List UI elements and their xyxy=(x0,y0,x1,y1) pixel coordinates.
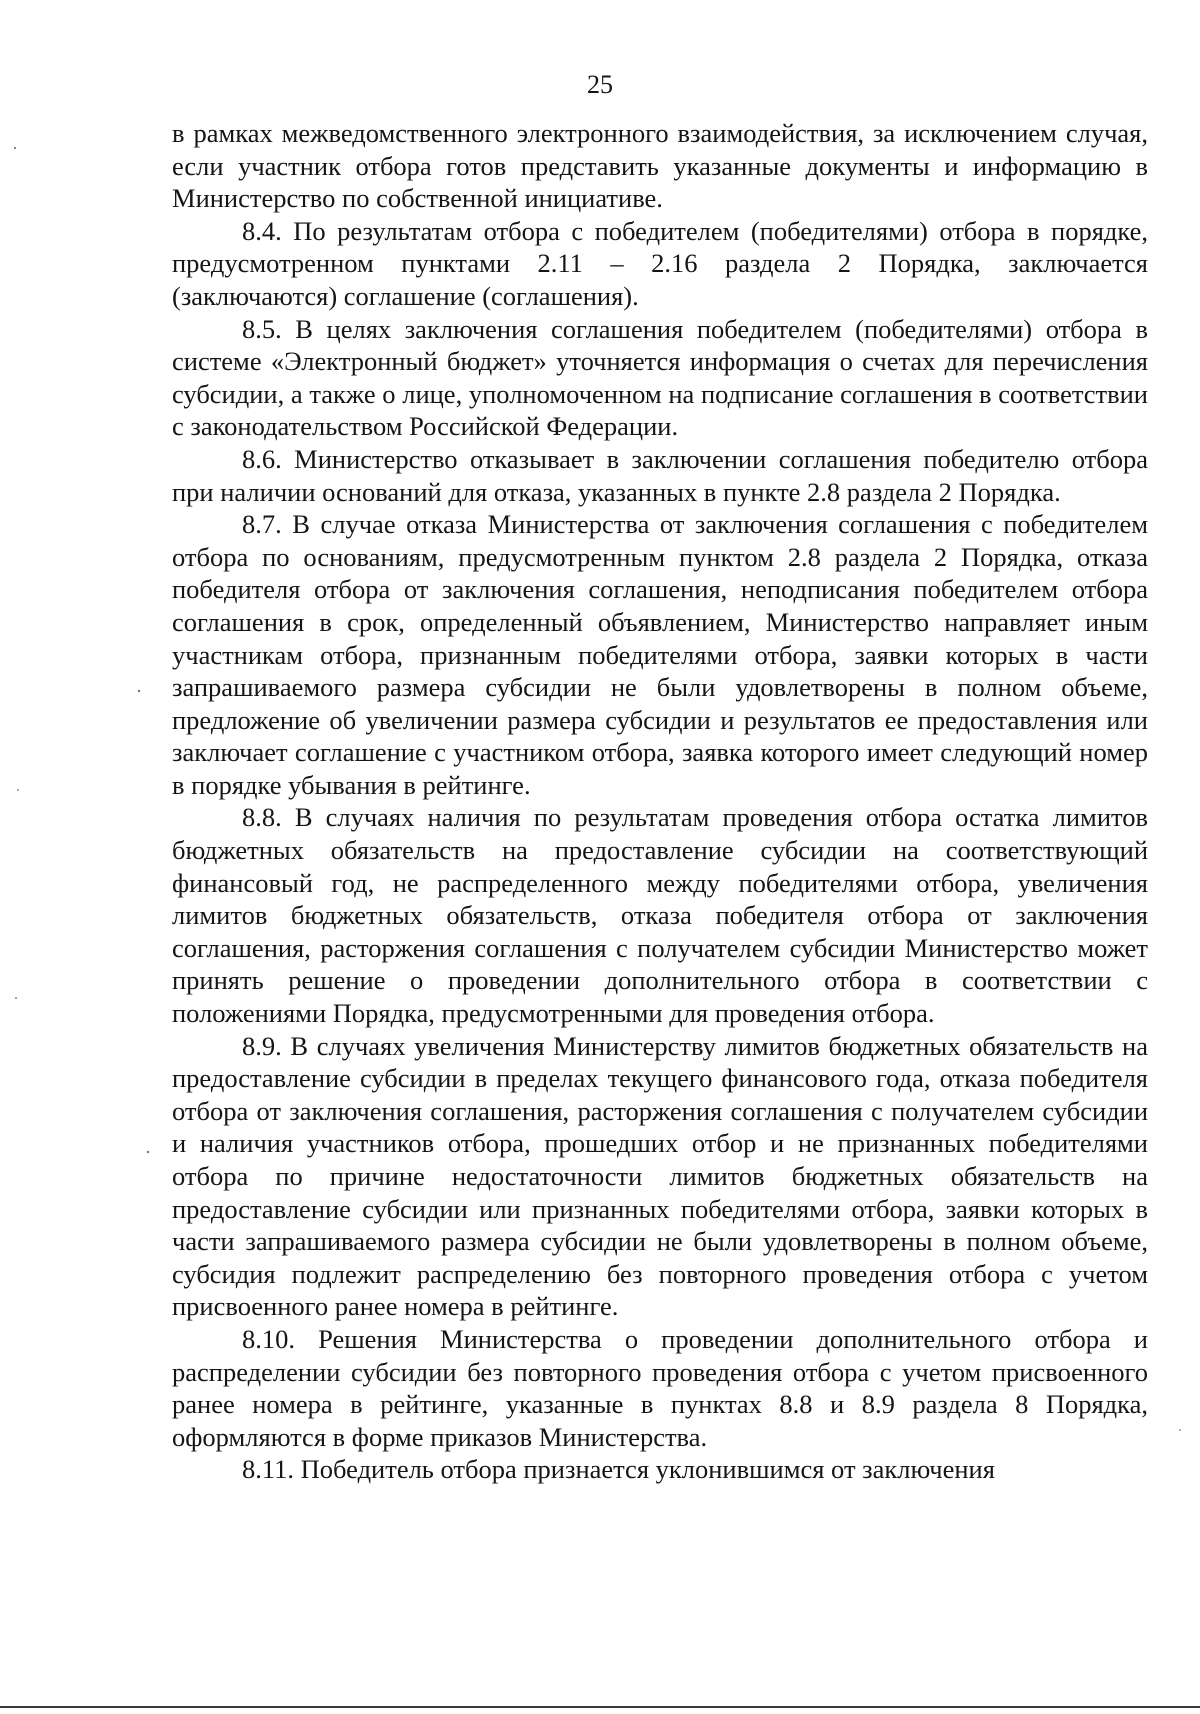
paragraph-8-6: 8.6. Министерство отказывает в заключении соглашения победителю отбора при наличии оснований для отказа, указанных в пункте 2.8 раздела 2 Порядка. xyxy=(172,443,1148,507)
paragraph-8-5: 8.5. В целях заключения соглашения победителем (победителями) отбора в системе «Электронный бюджет» уточняется информация о счетах для перечисления субсидии, а также о лице, уполномоченном на подписание соглашения в соответствии с законодательством Российской Федерации. xyxy=(172,313,1148,442)
paragraph-8-4: 8.4. По результатам отбора с победителем (победителями) отбора в порядке, предусмотренном пунктами 2.11 – 2.16 раздела 2 Порядка, заключается (заключаются) соглашение (соглашения). xyxy=(172,215,1148,311)
paragraph-8-7: 8.7. В случае отказа Министерства от заключения соглашения с победителем отбора по основаниям, предусмотренным пунктом 2.8 раздела 2 Порядка, отказа победителя отбора от заключения соглашения, неподписания победителем отбора соглашения в срок, определенный объявлением, Министерство направляет иным участникам отбора, признанным победителями отбора, заявки которых в части запрашиваемого размера субсидии не были удовлетворены в полном объеме, предложение об увеличении размера субсидии и результатов ее предоставления или заключает соглашение с участником отбора, заявка которого имеет следующий номер в порядке убывания в рейтинге. xyxy=(172,509,1148,800)
paragraph-8-11: 8.11. Победитель отбора признается уклонившимся от заключения xyxy=(242,1454,995,1485)
paragraph-8-10: 8.10. Решения Министерства о проведении дополнительного отбора и распределении субсидии без повторного проведения отбора с учетом присвоенного ранее номера в рейтинге, указанные в пунктах 8.8 и 8.9 раздела 8 Порядка, оформляются в форме приказов Министерства. xyxy=(172,1323,1148,1452)
body-text xyxy=(172,117,1148,1486)
scan-speck xyxy=(15,997,17,999)
scan-bottom-edge xyxy=(0,1706,1200,1708)
scan-speck xyxy=(14,147,16,149)
scan-speck xyxy=(1179,1429,1181,1431)
page-number: 25 xyxy=(587,70,613,99)
scan-speck xyxy=(147,1151,149,1153)
paragraph-8-9: 8.9. В случаях увеличения Министерству лимитов бюджетных обязательств на предоставление субсидии в пределах текущего финансового года, отказа победителя отбора от заключения соглашения, расторжения соглашения с получателем субсидии и наличия участников отбора, прошедших отбор и не признанных победителями отбора по причине недостаточности лимитов бюджетных обязательств на предоставление субсидии или признанных победителями отбора, заявки которых в части запрашиваемого размера субсидии не были удовлетворены в полном объеме, субсидия подлежит распределению без повторного проведения отбора с учетом присвоенного ранее номера в рейтинге. xyxy=(172,1030,1148,1322)
paragraph-continuation: в рамках межведомственного электронного взаимодействия, за исключением случая, если участник отбора готов представить указанные документы и информацию в Министерство по собственной инициативе. xyxy=(172,118,1148,214)
scan-speck xyxy=(17,789,19,791)
paragraph-8-8: 8.8. В случаях наличия по результатам проведения отбора остатка лимитов бюджетных обязательств на предоставление субсидии на соответствующий финансовый год, не распределенного между победителями отбора, увеличения лимитов бюджетных обязательств, отказа победителя отбора от заключения соглашения, расторжения соглашения с получателем субсидии Министерство может принять решение о проведении дополнительного отбора в соответствии с положениями Порядка, предусмотренными для проведения отбора. xyxy=(172,802,1148,1029)
scan-speck xyxy=(138,690,140,692)
